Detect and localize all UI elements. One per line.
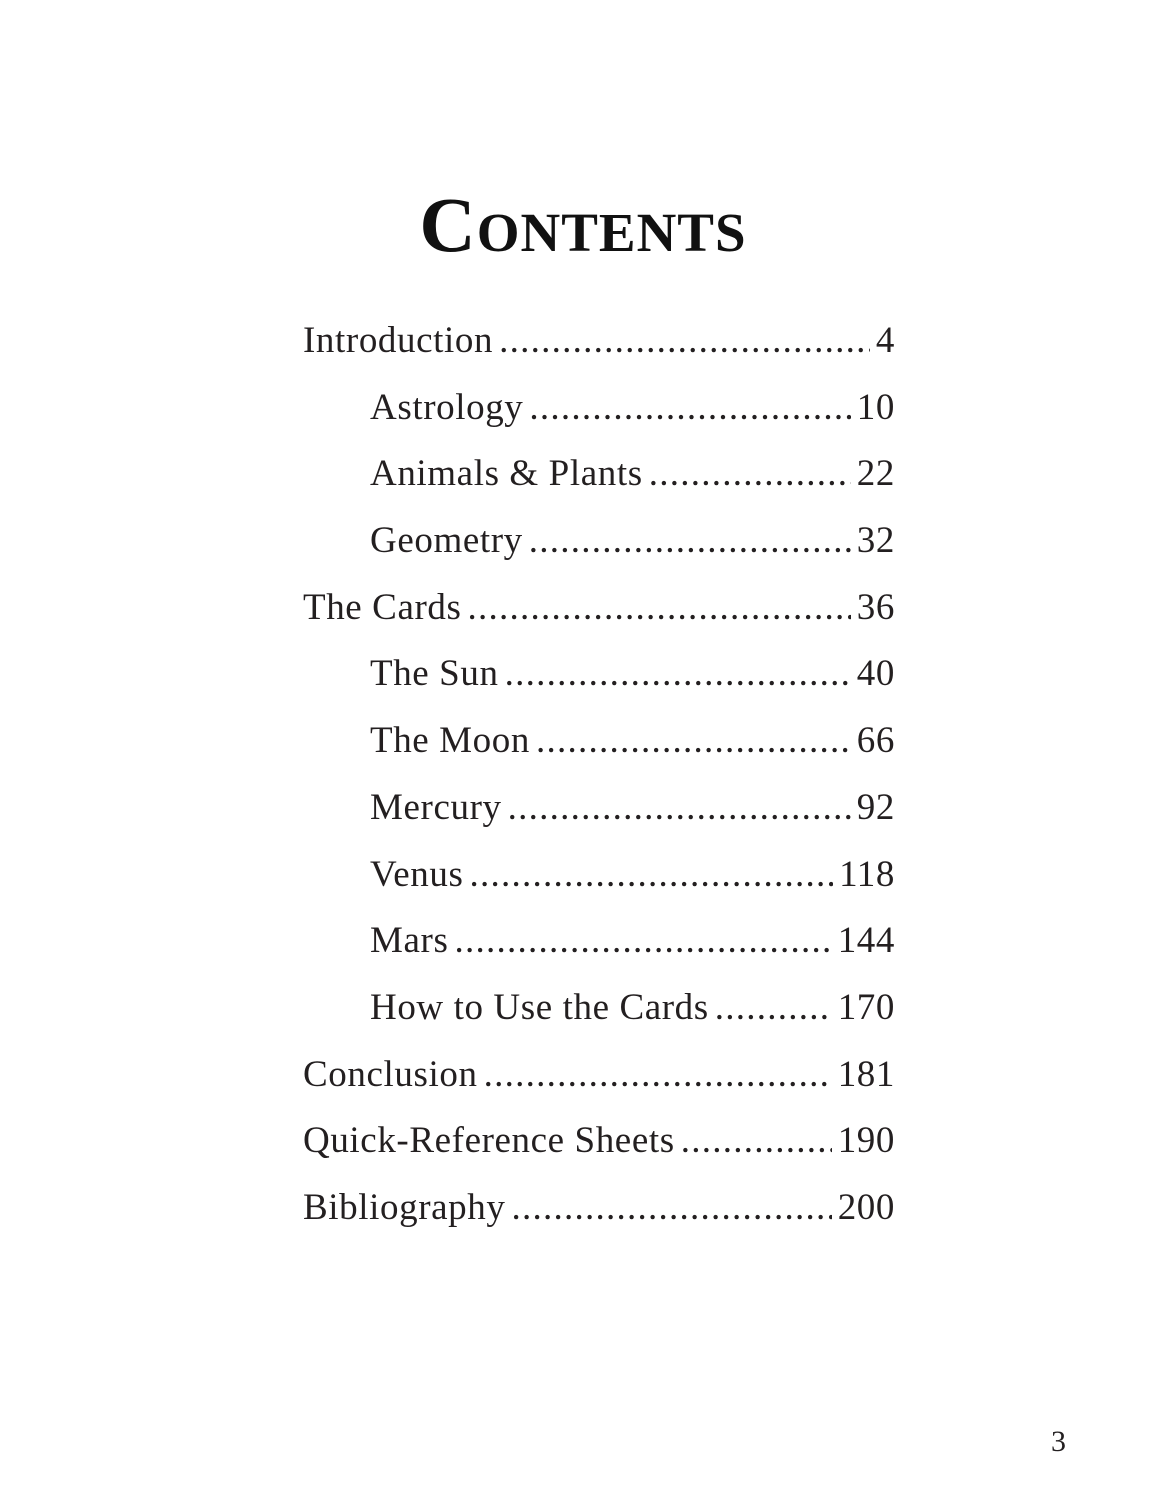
dot-leader (499, 314, 870, 368)
toc-entry-how-to-use-the-cards[interactable] (303, 981, 895, 1048)
toc-entry-venus[interactable] (303, 848, 895, 915)
toc-entry-page: 170 (837, 986, 895, 1028)
toc-entry-label: The Moon (370, 720, 530, 762)
toc-entry-page: 10 (856, 386, 895, 428)
toc-entry-label: Astrology (370, 386, 524, 428)
table-of-contents (303, 314, 895, 1248)
toc-entry-label: How to Use the Cards (370, 986, 709, 1028)
toc-entry-label: Mercury (370, 786, 502, 828)
toc-entry-label: The Cards (303, 586, 462, 628)
dot-leader (468, 581, 851, 635)
toc-entry-label: Venus (370, 853, 464, 895)
dot-leader (715, 981, 832, 1035)
dot-leader (529, 381, 850, 435)
dot-leader (536, 714, 851, 768)
page-title: Contents (419, 181, 747, 268)
toc-entry-label: The Sun (370, 653, 499, 695)
toc-entry-the-cards[interactable] (303, 581, 895, 648)
toc-entry-label: Quick-Reference Sheets (303, 1120, 675, 1162)
toc-entry-label: Introduction (303, 320, 494, 361)
toc-entry-label: Conclusion (303, 1053, 478, 1095)
dot-leader (681, 1114, 832, 1168)
toc-entry-the-sun[interactable] (303, 647, 895, 714)
toc-entry-geometry[interactable] (303, 514, 895, 581)
dot-leader (484, 1048, 832, 1102)
toc-entry-label: Animals & Plants (370, 453, 643, 495)
toc-entry-page: 144 (837, 920, 895, 962)
dot-leader (511, 1181, 831, 1235)
toc-entry-page: 200 (837, 1186, 895, 1228)
toc-entry-conclusion[interactable] (303, 1048, 895, 1115)
toc-entry-page: 190 (837, 1120, 895, 1162)
toc-entry-the-moon[interactable] (303, 714, 895, 781)
toc-entry-mars[interactable] (303, 914, 895, 981)
toc-entry-label: Geometry (370, 520, 523, 562)
toc-entry-label: Mars (370, 920, 449, 962)
dot-leader (454, 914, 831, 968)
toc-entry-mercury[interactable] (303, 781, 895, 848)
toc-entry-page: 4 (875, 320, 895, 361)
toc-entry-label: Bibliography (303, 1186, 506, 1228)
dot-leader (508, 781, 851, 835)
toc-entry-page: 22 (856, 453, 895, 495)
toc-entry-page: 36 (856, 586, 895, 628)
toc-entry-page: 40 (856, 653, 895, 695)
toc-entry-animals-plants[interactable] (303, 447, 895, 514)
toc-entry-quick-reference-sheets[interactable] (303, 1114, 895, 1181)
toc-entry-astrology[interactable] (303, 381, 895, 448)
toc-entry-bibliography[interactable] (303, 1181, 895, 1248)
dot-leader (469, 848, 833, 902)
toc-entry-page: 92 (856, 786, 895, 828)
toc-entry-page: 32 (856, 520, 895, 562)
dot-leader (505, 647, 851, 701)
dot-leader (529, 514, 851, 568)
toc-entry-page: 66 (856, 720, 895, 762)
toc-entry-introduction[interactable] (303, 314, 895, 381)
page-number: 3 (1051, 1425, 1066, 1458)
toc-entry-page: 181 (837, 1053, 895, 1095)
toc-entry-page: 118 (839, 853, 895, 895)
dot-leader (649, 447, 851, 501)
